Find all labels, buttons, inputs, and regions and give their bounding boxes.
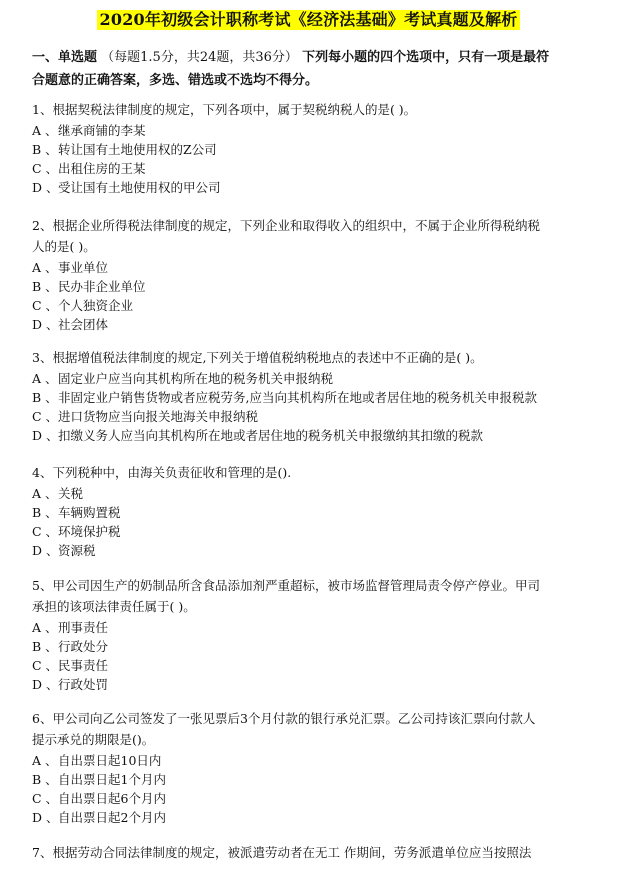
option-a: A 、关税	[32, 486, 84, 501]
option-c: C 、进口货物应当向报关地海关申报纳税	[32, 409, 259, 424]
question-stem-cont: 人的是( )。	[32, 239, 96, 254]
option-b: B 、非固定业户销售货物或者应税劳务,应当向其机构所在地或者居住地的税务机关申报税款	[32, 390, 537, 405]
question-stem: 4、下列税种中，由海关负责征收和管理的是().	[32, 465, 292, 480]
question-stem-cont: 提示承兑的期限是()。	[32, 732, 155, 747]
document-title: 2020年初级会计职称考试《经济法基础》考试真题及解析	[97, 10, 521, 30]
question-stem: 2、根据企业所得税法律制度的规定，下列企业和取得收入的组织中，不属于企业所得税纳税	[32, 218, 540, 233]
option-a: A 、固定业户应当向其机构所在地的税务机关申报纳税	[32, 371, 334, 386]
option-d: D 、扣缴义务人应当向其机构所在地或者居住地的税务机关申报缴纳其扣缴的税款	[32, 428, 484, 443]
title-wrapper	[0, 10, 617, 30]
option-d: D 、受让国有土地使用权的甲公司	[32, 180, 221, 195]
option-c: C 、出租住房的王某	[32, 161, 146, 176]
option-a: A 、继承商铺的李某	[32, 123, 146, 138]
question-7	[32, 842, 592, 863]
question-stem: 7、根据劳动合同法律制度的规定，被派遣劳动者在无工 作期间，劳务派遣单位应当按照法	[32, 845, 532, 860]
section-instructions-2: 合题意的正确答案，多选、错选或不选均不得分。	[32, 73, 319, 88]
section-header	[32, 46, 587, 92]
option-d: D 、行政处罚	[32, 677, 109, 692]
question-stem: 5、甲公司因生产的奶制品所含食品添加剂严重超标，被市场监督管理局责令停产停业。甲司	[32, 578, 540, 593]
option-b: B 、民办非企业单位	[32, 279, 146, 294]
question-3	[32, 347, 592, 445]
option-d: D 、自出票日起2个月内	[32, 810, 166, 825]
option-d: D 、社会团体	[32, 317, 109, 332]
option-b: B 、车辆购置税	[32, 505, 121, 520]
option-b: B 、转让国有土地使用权的Z公司	[32, 142, 217, 157]
section-score-note: （每题1.5分，共24题，共36分）	[101, 50, 298, 65]
option-c: C 、个人独资企业	[32, 298, 134, 313]
option-b: B 、自出票日起1个月内	[32, 772, 166, 787]
option-d: D 、资源税	[32, 543, 96, 558]
question-6	[32, 708, 592, 827]
section-heading: 一、单选题	[32, 50, 98, 65]
question-stem: 3、根据增值税法律制度的规定,下列关于增值税纳税地点的表述中不正确的是( )。	[32, 350, 483, 365]
option-b: B 、行政处分	[32, 639, 109, 654]
question-stem-cont: 承担的该项法律责任属于( )。	[32, 599, 196, 614]
question-stem: 6、甲公司向乙公司签发了一张见票后3个月付款的银行承兑汇票。乙公司持该汇票向付款人	[32, 711, 536, 726]
section-instructions-1: 下列每小题的四个选项中，只有一项是最符	[302, 50, 550, 65]
question-5	[32, 575, 592, 694]
option-a: A 、事业单位	[32, 260, 109, 275]
option-a: A 、自出票日起10日内	[32, 753, 162, 768]
question-1	[32, 99, 592, 197]
option-a: A 、刑事责任	[32, 620, 109, 635]
option-c: C 、民事责任	[32, 658, 109, 673]
option-c: C 、环境保护税	[32, 524, 121, 539]
question-4	[32, 462, 592, 560]
question-stem: 1、根据契税法律制度的规定，下列各项中，属于契税纳税人的是( )。	[32, 102, 417, 117]
question-2	[32, 215, 592, 334]
option-c: C 、自出票日起6个月内	[32, 791, 166, 806]
